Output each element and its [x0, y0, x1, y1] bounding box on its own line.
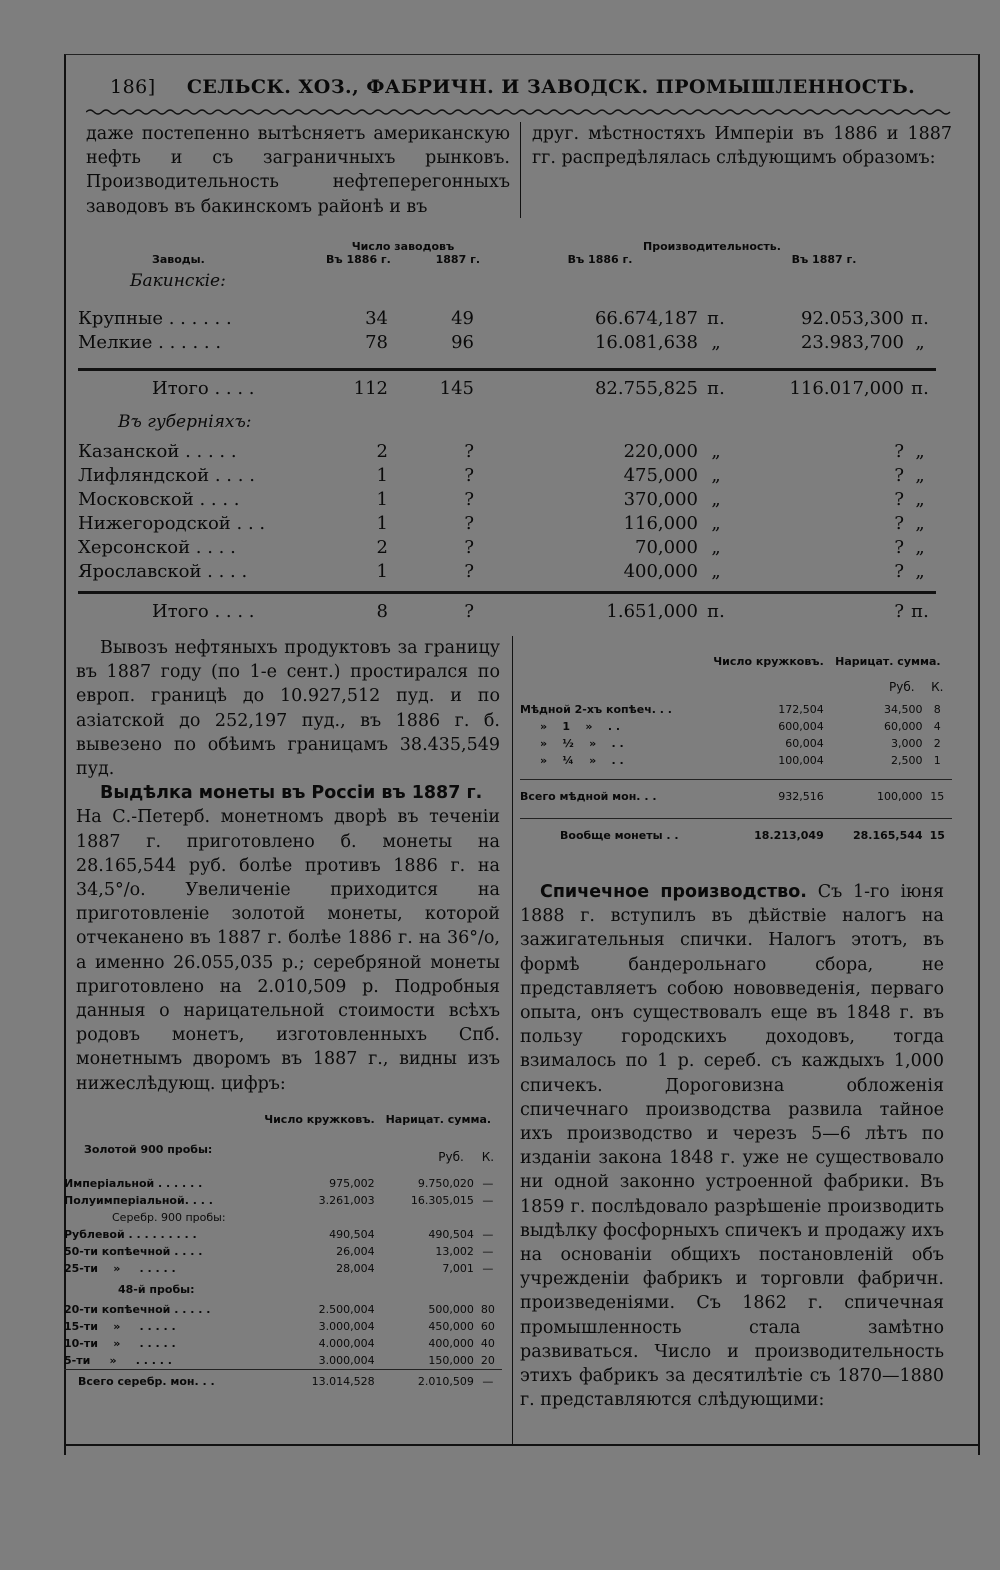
table-row: » ¼ » . . 100,004 2,500 1 — [540, 754, 941, 767]
table-row: Имперіальной . . . . . . 975,002 9.750,020 — — [64, 1177, 494, 1190]
table-row: 20-ти копѣечной . . . . . 2.500,004 500,000 80 — [64, 1303, 495, 1316]
table-row: Херсонской . . . . 2 ? 70,000 „ ? „ — [78, 536, 925, 558]
section-baku: Бакинскіе: — [130, 271, 226, 291]
table-row: Полуимперіальной. . . . 3.261,003 16.305,015 — — [64, 1194, 494, 1207]
header-output-1886: Въ 1886 г. — [567, 253, 633, 266]
table-row-grand-total: Вообще монеты . . 18.213,049 28.165,544 15 — [560, 828, 945, 842]
column-divider-top — [520, 122, 521, 218]
matches-section — [520, 880, 944, 1412]
table-row: 25-ти » . . . . . 28,004 7,001 — — [64, 1262, 494, 1275]
header-count: Число заводовъ — [351, 240, 455, 253]
table-row-total: Итого . . . . 112 145 82.755,825 п. 116.017,000 п. — [152, 377, 929, 399]
table-row: 50-ти копѣечной . . . . 26,004 13,002 — — [64, 1245, 494, 1258]
header-output-1887: Въ 1887 г. — [791, 253, 857, 266]
table-row: Мѣдной 2-хъ копѣеч. . . 172,504 34,500 8 — [520, 703, 941, 716]
column-divider-main — [512, 636, 513, 1444]
header-plants: Заводы. — [152, 253, 205, 266]
mint-table: Число кружковъ. Нарицат. сумма. Золотой 900 пробы: Руб. К. Имперіальной . . . . . . 975,002 9.750,020 — Полуимперіальной. . . . 3.261,003 16.305,015 — Серебр. 900 пробы: Рублевой . . . . . . . . . 490,504 490,504 — 50-ти копѣечной . . . . 26,004 13,002 — 25-ти » . . . . . 28,004 7,001 — 48-й пробы: 20-ти копѣечной . . . . . 2.500,004 500,000 80 15-ти » . . . . . 3.000,004 450,000 60 10-ти » . . . . . 4.000,004 400,000 40 5-ти » . . . . . 3.000,004 150,000 20 Всего серебр. мон. . . 13.014,528 2.010,509 — — [64, 1104, 502, 1392]
table-row: Нижегородской . . . 1 ? 116,000 „ ? „ — [78, 512, 925, 534]
gold-label: Золотой 900 пробы: — [84, 1143, 213, 1156]
table-row-total: Всего серебр. мон. . . 13.014,528 2.010,509 — — [64, 1370, 502, 1393]
matches-heading: Спичечное производство. — [540, 882, 807, 902]
header-title: СЕЛЬСК. ХОЗ., ФАБРИЧН. И ЗАВОДСК. ПРОМЫШЛЕННОСТЬ. — [186, 76, 916, 98]
coins-paragraph: На С.-Петерб. монетномъ дворѣ въ теченіи 1887 г. приготовлено б. монеты на 28.165,544 руб. болѣе противъ 1886 г. на 34,5°/о. Увеличеніе приходится на приготовленіе золотой монеты, которой отчеканено въ 1887 г. болѣе 1886 г. на 36°/о, а именно 26.055,035 р.; серебряной монеты приготовлено на 2.010,509 р. Подробныя данныя о нарицательной стоимости всѣхъ родовъ монетъ, изготовленныхъ Спб. монетнымъ дворомъ въ 1887 г., видны изъ нижеслѣдующ. цифръ: — [76, 807, 500, 1094]
silver48-label: 48-й пробы: — [118, 1282, 195, 1296]
table-row: 15-ти » . . . . . 3.000,004 450,000 60 — [64, 1320, 495, 1333]
refinery-header-row — [78, 236, 936, 266]
table-row: Лифляндской . . . . 1 ? 475,000 „ ? „ — [78, 464, 925, 486]
coins-heading: Выдѣлка монеты въ Россіи въ 1887 г. — [100, 783, 483, 804]
header-count-1887: 1887 г. — [435, 253, 480, 266]
copper-header-count: Число кружковъ. — [713, 654, 824, 668]
table-row: 10-ти » . . . . . 4.000,004 400,000 40 — [64, 1337, 495, 1350]
page-number: 186] — [110, 76, 156, 98]
table-row: Московской . . . . 1 ? 370,000 „ ? „ — [78, 488, 925, 510]
table-row: Крупные . . . . . . 34 49 66.674,187 п. 92.053,300 п. — [78, 307, 929, 329]
copper-header-sum: Нарицат. сумма. — [835, 654, 941, 668]
header-count-1886: Въ 1886 г. — [326, 253, 391, 266]
copper-table: Число кружковъ. Нарицат. сумма. Руб. К. Мѣдной 2-хъ копѣеч. . . 172,504 34,500 8 » 1 » . . 600,004 60,000 4 » ½ » . . 60,004 3,000 2 » ¼ » . . 100,004 2,500 1 Всего мѣдной мон. . . 932,516 100,000 15 Вообще монеты . . 18.213,049 28.165,544 15 — [520, 644, 952, 851]
mint-header-sum: Нарицат. сумма. — [385, 1112, 492, 1126]
export-paragraph: Вывозъ нефтяныхъ продуктовъ за границу въ 1887 году (по 1-е сент.) простирался по европ. границѣ до 10.927,512 пуд. и по азіатской до 252,197 пуд., въ 1886 г. б. вывезено по обѣимъ границамъ 38.435,549 пуд. Выдѣлка монеты въ Россіи въ 1887 г. На С.-Петерб. монетномъ дворѣ въ теченіи 1887 г. приготовлено б. монеты на 28.165,544 руб. болѣе противъ 1886 г. на 34,5°/о. Увеличеніе приходится на приготовленіе золотой монеты, которой отчеканено въ 1887 г. болѣе 1886 г. на 36°/о, а именно 26.055,035 р.; серебряной монеты приготовлено на 2.010,509 р. Подробныя данныя о нарицательной стоимости всѣхъ родовъ монетъ, изготовленныхъ Спб. монетнымъ дворомъ въ 1887 г., видны изъ нижеслѣдующ. цифръ: — [76, 636, 500, 1096]
mint-header-count: Число кружковъ. — [264, 1112, 375, 1126]
table-row-total: Всего мѣдной мон. . . 932,516 100,000 15 — [520, 789, 945, 803]
bottom-rule — [64, 1444, 978, 1446]
matches-paragraph: Съ 1-го іюня 1888 г. вступилъ въ дѣйствіе налогъ на зажигательныя спички. Налогъ этотъ, въ формѣ бандерольнаго сбора, не представляетъ собою нововведенія, перваго опыта, онъ существовалъ еще въ 1848 г. въ пользу городскихъ доходовъ, тогда взималось по 1 р. сереб. съ каждыхъ 1,000 спичекъ. Дороговизна обложенія спичечнаго производства развила тайное ихъ производство и черезъ 5—6 лѣтъ по изданіи закона 1848 г. уже не существовало ни одной законно устроенной фабрики. Въ 1859 г. послѣдовало разрѣшеніе производить выдѣлку фосфорныхъ спичекъ и продажу ихъ на основаніи общихъ постановленій объ учрежденіи фабрикъ и торговли фабричн. произведеніями. Съ 1862 г. спичечная промышленность стала замѣтно развиваться. Число и производительность этихъ фабрикъ за десятилѣтіе съ 1870—1880 г. представляются слѣдующими: — [520, 882, 944, 1411]
table-row-total: Итого . . . . 8 ? 1.651,000 п. ? п. — [152, 600, 929, 622]
intro-right-text: друг. мѣстностяхъ Имперіи въ 1886 и 1887 гг. распредѣлялась слѣдующимъ образомъ: — [532, 124, 952, 169]
table-row: Рублевой . . . . . . . . . 490,504 490,504 — — [64, 1228, 494, 1241]
table-row: 5-ти » . . . . . 3.000,004 150,000 20 — [64, 1354, 495, 1367]
intro-right-column — [532, 122, 952, 170]
intro-left-column — [86, 122, 510, 219]
table-row: Казанской . . . . . 2 ? 220,000 „ ? „ — [78, 440, 925, 462]
refinery-table — [78, 236, 936, 628]
table-row: Ярославской . . . . 1 ? 400,000 „ ? „ — [78, 560, 925, 582]
intro-left-text: даже постепенно вытѣсняетъ американскую нефть и съ заграничныхъ рынковъ. Производительность нефтеперегонныхъ заводовъ въ бакинскомъ районѣ и въ — [86, 124, 510, 217]
section-gubernias: Въ губерніяхъ: — [118, 412, 252, 432]
silver900-label: Серебр. 900 пробы: — [112, 1211, 226, 1224]
table-row: » 1 » . . 600,004 60,000 4 — [540, 720, 941, 733]
running-header — [110, 76, 930, 98]
table-row: Мелкие . . . . . . 78 96 16.081,638 „ 23.983,700 „ — [78, 331, 925, 353]
header-output: Производительность. — [643, 240, 781, 253]
wavy-rule — [86, 108, 956, 116]
table-row: » ½ » . . 60,004 3,000 2 — [540, 737, 941, 750]
